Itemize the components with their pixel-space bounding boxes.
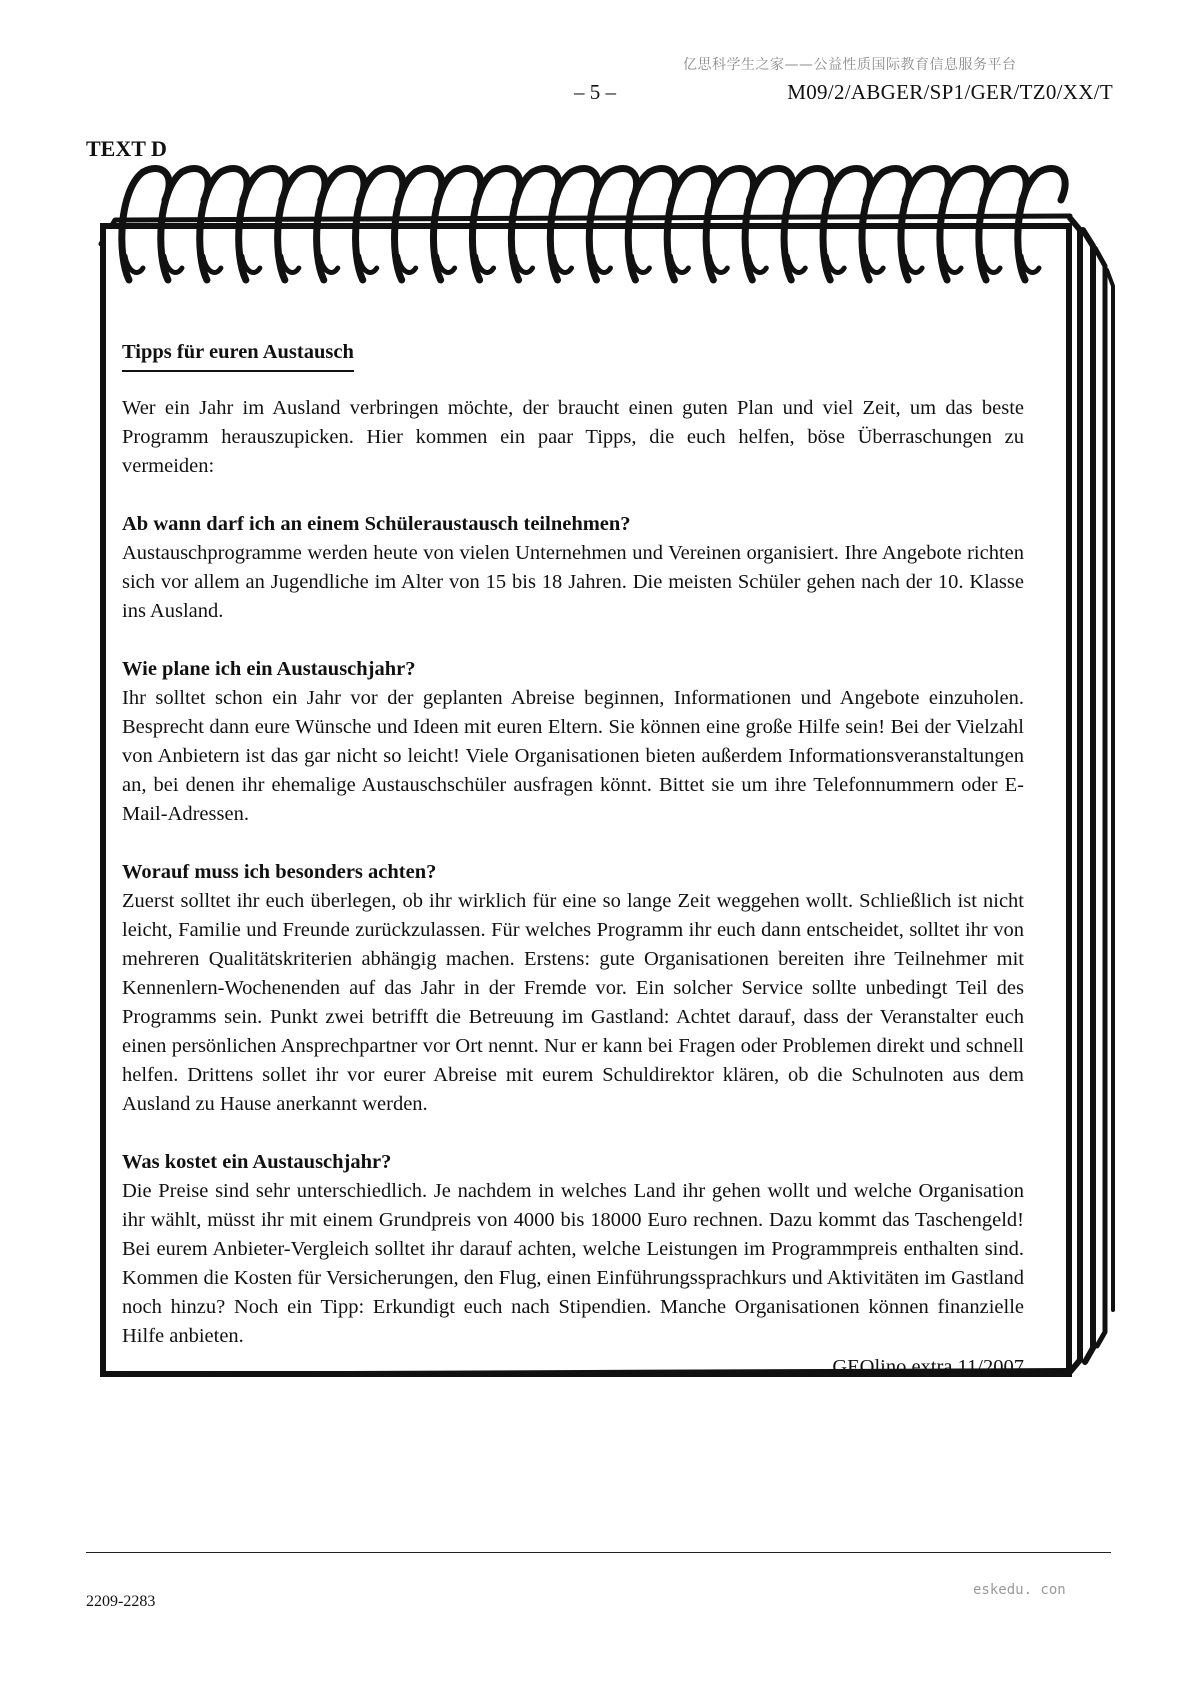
- footer-watermark: eskedu. con: [973, 1582, 1066, 1598]
- page-number: – 5 –: [574, 80, 616, 104]
- article-section: [122, 655, 1024, 829]
- header-watermark: 亿思科学生之家——公益性质国际教育信息服务平台: [683, 57, 1017, 73]
- section-body: Ihr solltet schon ein Jahr vor der geplanten Abreise beginnen, Informationen und Angebote einzuholen. Besprecht dann eure Wünsche und Ideen mit euren Eltern. Sie können eine große Hilfe sein! Bei der Vielzahl von Anbietern ist das gar nicht so leicht! Viele Organisationen bieten außerdem Informationsveranstaltungen an, bei denen ihr ehemalige Austauschschüler ausfragen könnt. Bittet sie um ihre Telefonnummern oder E-Mail-Adressen.: [122, 687, 1024, 825]
- article-section: [122, 1148, 1024, 1351]
- section-heading: Ab wann darf ich an einem Schüleraustausch teilnehmen?: [122, 513, 631, 535]
- section-body: Zuerst solltet ihr euch überlegen, ob ihr wirklich für eine so lange Zeit weggehen wollt. Schließlich ist nicht leicht, Familie und Freunde zurückzulassen. Für welches Programm ihr euch dann entscheidet, solltet ihr von mehreren Qualitätskriterien abhängig machen. Erstens: gute Organisationen bereiten ihre Teilnehmer mit Kennenlern-Wochenenden auf das Jahr in der Fremde vor. Ein solcher Service sollte unbedingt Teil des Programms sein. Punkt zwei betrifft die Betreuung im Gastland: Achtet darauf, dass der Veranstalter euch einen persönlichen Ansprechpartner vor Ort nennt. Nur er kann bei Fragen oder Problemen direkt und schnell helfen. Drittens sollet ihr vor eurer Abreise mit eurem Schuldirektor klären, ob die Schulnoten aus dem Ausland zu Hause anerkannt werden.: [122, 890, 1024, 1115]
- article: [122, 338, 1024, 1382]
- article-source: GEOlino extra 11/2007: [832, 1356, 1024, 1378]
- section-heading: Wie plane ich ein Austauschjahr?: [122, 658, 416, 680]
- section-heading: Was kostet ein Austauschjahr?: [122, 1151, 392, 1173]
- document-code: M09/2/ABGER/SP1/GER/TZ0/XX/T: [787, 80, 1113, 104]
- section-body: Austauschprogramme werden heute von vielen Unternehmen und Vereinen organisiert. Ihre Angebote richten sich vor allem an Jugendliche im Alter von 15 bis 18 Jahren. Die meisten Schüler gehen nach der 10. Klasse ins Ausland.: [122, 542, 1024, 622]
- section-heading: Worauf muss ich besonders achten?: [122, 861, 437, 883]
- article-intro: Wer ein Jahr im Ausland verbringen möchte, der braucht einen guten Plan und viel Zeit, um das beste Programm herauszupicken. Hier kommen ein paar Tipps, die euch helfen, böse Überraschungen zu vermeiden:: [122, 397, 1024, 477]
- footer-divider: [86, 1552, 1111, 1553]
- section-body: Die Preise sind sehr unterschiedlich. Je nachdem in welches Land ihr gehen wollt und welche Organisation ihr wählt, müsst ihr mit einem Grundpreis von 4000 bis 18000 Euro rechnen. Dazu kommt das Taschengeld! Bei eurem Anbieter-Vergleich solltet ihr darauf achten, welche Leistungen im Programmpreis enthalten sind. Kommen die Kosten für Versicherungen, den Flug, einen Einführungssprachkurs und Aktivitäten im Gastland noch hinzu? Noch ein Tipp: Erkundigt euch nach Stipendien. Manche Organisationen können finanzielle Hilfe anbieten.: [122, 1180, 1024, 1347]
- footer-code: 2209-2283: [86, 1593, 156, 1610]
- section-label: TEXT D: [86, 136, 167, 161]
- article-title: Tipps für euren Austausch: [122, 338, 354, 372]
- article-section: [122, 858, 1024, 1119]
- article-section: [122, 510, 1024, 626]
